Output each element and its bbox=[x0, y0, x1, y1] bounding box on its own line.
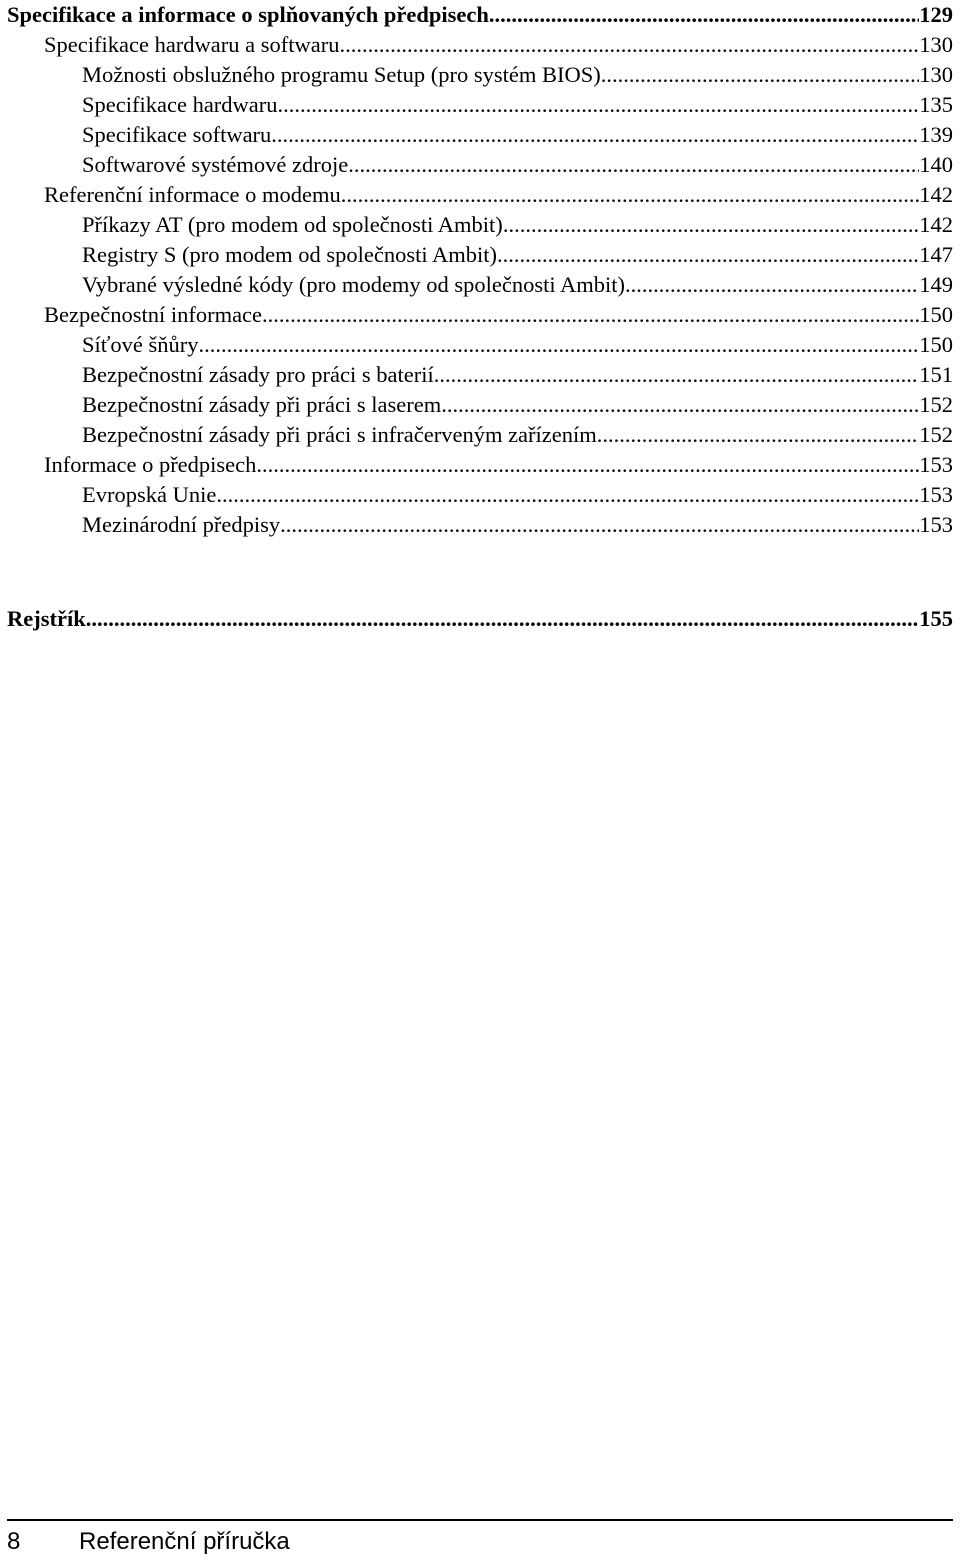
toc-entry[interactable] bbox=[82, 60, 953, 90]
footer-divider bbox=[7, 1519, 953, 1521]
toc-entry[interactable] bbox=[82, 150, 953, 180]
toc-entry-page: 153 bbox=[919, 512, 953, 537]
toc-dot-leader bbox=[625, 270, 919, 300]
toc-entry-page: 142 bbox=[919, 212, 953, 237]
toc-entry[interactable] bbox=[44, 180, 953, 210]
toc-entry[interactable] bbox=[7, 0, 953, 30]
toc-entry-page: 139 bbox=[919, 122, 953, 147]
toc-entry-title: Specifikace a informace o splňovaných předpisech bbox=[7, 2, 489, 27]
toc-entry[interactable] bbox=[82, 480, 953, 510]
toc-entry-page: 129 bbox=[919, 2, 953, 27]
toc-entry-page: 151 bbox=[919, 362, 953, 387]
toc-entry[interactable] bbox=[82, 510, 953, 540]
toc-entry[interactable] bbox=[82, 420, 953, 450]
toc-entry-page: 149 bbox=[919, 272, 953, 297]
toc-entry-title: Referenční informace o modemu bbox=[44, 182, 341, 207]
toc-entry-page: 135 bbox=[919, 92, 953, 117]
toc-dot-leader bbox=[86, 604, 920, 634]
toc-entry-page: 150 bbox=[919, 302, 953, 327]
toc-entry-page: 153 bbox=[919, 482, 953, 507]
toc-entry-page: 130 bbox=[919, 62, 953, 87]
toc-entry-title: Bezpečnostní informace bbox=[44, 302, 263, 327]
toc-dot-leader bbox=[497, 240, 919, 270]
toc-entry-title: Informace o předpisech bbox=[44, 452, 257, 477]
toc-dot-leader bbox=[597, 420, 919, 450]
toc-entry[interactable] bbox=[82, 330, 953, 360]
toc-entry-page: 153 bbox=[919, 452, 953, 477]
toc-dot-leader bbox=[280, 510, 919, 540]
toc-entry[interactable] bbox=[82, 210, 953, 240]
toc-dot-leader bbox=[340, 30, 920, 60]
toc-entry-title: Možnosti obslužného programu Setup (pro systém BIOS) bbox=[82, 62, 601, 87]
toc-entry-title: Specifikace softwaru bbox=[82, 122, 272, 147]
toc-dot-leader bbox=[216, 480, 919, 510]
toc-dot-leader bbox=[341, 180, 919, 210]
toc-entry-page: 155 bbox=[919, 606, 953, 631]
toc-entry-title: Registry S (pro modem od společnosti Ambit) bbox=[82, 242, 497, 267]
toc-entry-title: Síťové šňůry bbox=[82, 332, 199, 357]
toc-dot-leader bbox=[601, 60, 920, 90]
toc-entry[interactable] bbox=[44, 300, 953, 330]
page-footer bbox=[7, 1526, 290, 1558]
toc-dot-leader bbox=[256, 450, 919, 480]
toc-entry-title: Příkazy AT (pro modem od společnosti Ambit) bbox=[82, 212, 503, 237]
toc-entry-title: Bezpečnostní zásady pro práci s baterií bbox=[82, 362, 434, 387]
toc-entry[interactable] bbox=[82, 240, 953, 270]
toc-entry-page: 150 bbox=[919, 332, 953, 357]
toc-entry[interactable] bbox=[82, 360, 953, 390]
toc-entry-page: 140 bbox=[919, 152, 953, 177]
toc-entry-title: Rejstřík bbox=[7, 606, 86, 631]
toc-entry-page: 130 bbox=[919, 32, 953, 57]
toc-dot-leader bbox=[434, 360, 920, 390]
toc-dot-leader bbox=[271, 120, 919, 150]
footer-page-number: 8 bbox=[7, 1528, 21, 1555]
toc-entry-page: 152 bbox=[919, 392, 953, 417]
toc-entry-title: Bezpečnostní zásady při práci s laserem bbox=[82, 392, 442, 417]
toc-entry-title: Mezinárodní předpisy bbox=[82, 512, 281, 537]
toc-entry-page: 142 bbox=[919, 182, 953, 207]
toc-dot-leader bbox=[278, 90, 920, 120]
toc-entry-title: Specifikace hardwaru a softwaru bbox=[44, 32, 340, 57]
toc-dot-leader bbox=[262, 300, 919, 330]
toc-entry[interactable] bbox=[44, 450, 953, 480]
toc-entry[interactable] bbox=[7, 604, 953, 634]
toc-entry-page: 152 bbox=[919, 422, 953, 447]
toc-dot-leader bbox=[489, 0, 919, 30]
toc-dot-leader bbox=[441, 390, 919, 420]
toc-entry-title: Softwarové systémové zdroje bbox=[82, 152, 349, 177]
toc-entry[interactable] bbox=[82, 390, 953, 420]
toc-entry-page: 147 bbox=[919, 242, 953, 267]
toc-entry[interactable] bbox=[82, 90, 953, 120]
toc-entry-title: Vybrané výsledné kódy (pro modemy od společnosti Ambit) bbox=[82, 272, 626, 297]
toc-dot-leader bbox=[503, 210, 919, 240]
toc-entry-title: Bezpečnostní zásady při práci s infračerveným zařízením bbox=[82, 422, 597, 447]
toc-entry[interactable] bbox=[82, 270, 953, 300]
footer-title: Referenční příručka bbox=[79, 1528, 290, 1555]
toc-entry-title: Specifikace hardwaru bbox=[82, 92, 278, 117]
toc-dot-leader bbox=[199, 330, 920, 360]
toc-entry-title: Evropská Unie bbox=[82, 482, 217, 507]
toc-entry[interactable] bbox=[44, 30, 953, 60]
toc-entry[interactable] bbox=[82, 120, 953, 150]
toc-dot-leader bbox=[348, 150, 919, 180]
